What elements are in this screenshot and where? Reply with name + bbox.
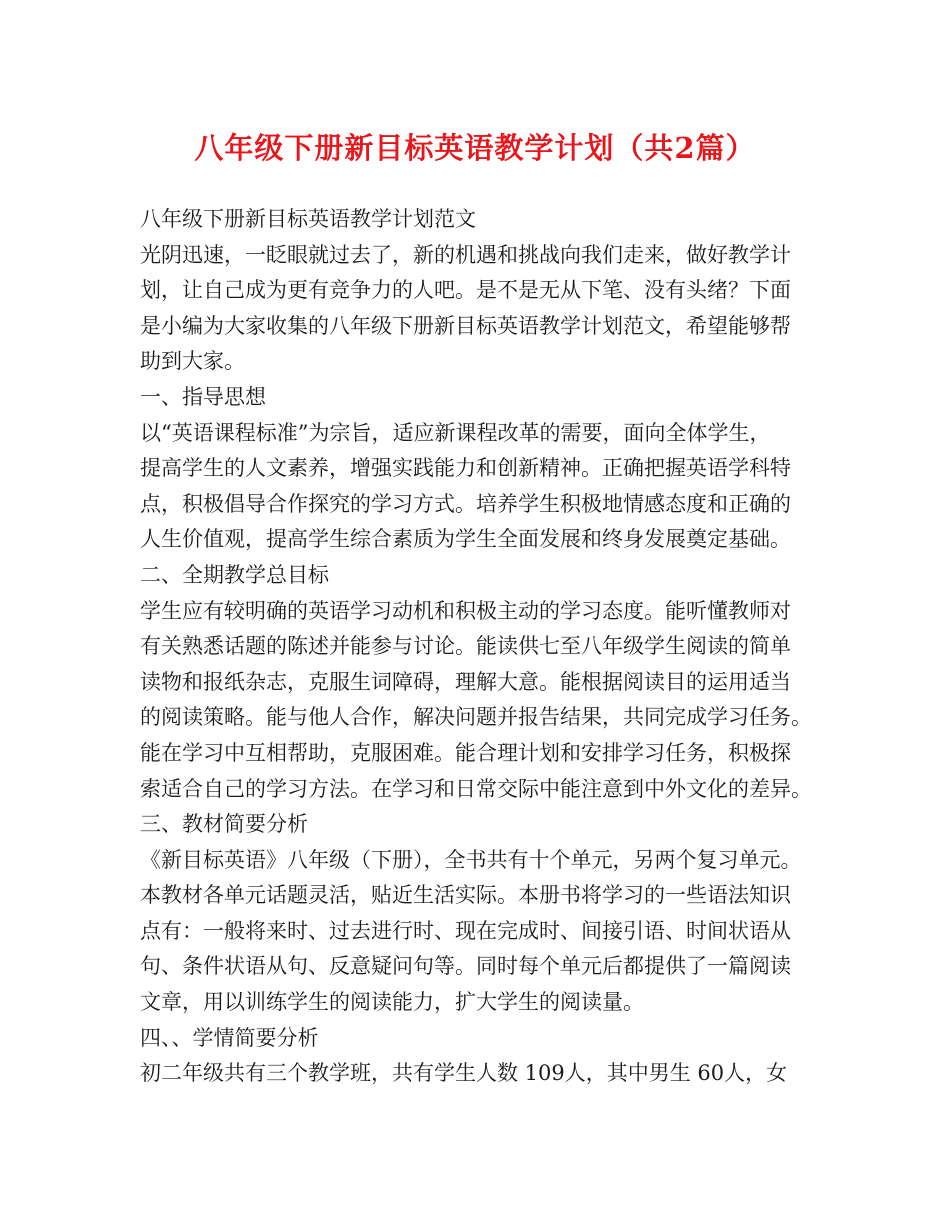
section-heading: 四、、学情简要分析 [140, 1025, 319, 1050]
document-body [140, 202, 820, 1092]
paragraph-line: 有关熟悉话题的陈述并能参与讨论。能读供七至八年级学生阅读的简单 [140, 634, 791, 659]
paragraph-line: 初二年级共有三个教学班，共有学生人数 109人，其中男生 60人，女 [140, 1061, 788, 1086]
paragraph-line: 助到大家。 [140, 349, 245, 374]
paragraph-line: 提高学生的人文素养，增强实践能力和创新精神。正确把握英语学科特 [140, 456, 791, 481]
paragraph-line: 读物和报纸杂志，克服生词障碍，理解大意。能根据阅读目的运用适当 [140, 669, 791, 694]
paragraph-line: 点，积极倡导合作探究的学习方式。培养学生积极地情感态度和正确的 [140, 491, 791, 516]
paragraph-line: 学生应有较明确的英语学习动机和积极主动的学习态度。能听懂教师对 [140, 598, 791, 623]
paragraph-line: 句、条件状语从句、反意疑问句等。同时每个单元后都提供了一篇阅读 [140, 954, 791, 979]
paragraph-line: 本教材各单元话题灵活，贴近生活实际。本册书将学习的一些语法知识 [140, 883, 791, 908]
subtitle-line: 八年级下册新目标英语教学计划范文 [140, 207, 476, 231]
paragraph-line: 以“英语课程标准”为宗旨，适应新课程改革的需要，面向全体学生， [140, 420, 771, 445]
paragraph-line: 的阅读策略。能与他人合作，解决问题并报告结果，共同完成学习任务。 [140, 705, 812, 730]
paragraph-line: 是小编为大家收集的八年级下册新目标英语教学计划范文，希望能够帮 [140, 313, 791, 338]
section-heading: 二、全期教学总目标 [140, 562, 329, 587]
paragraph-line: 能在学习中互相帮助，克服困难。能合理计划和安排学习任务，积极探 [140, 740, 791, 765]
section-heading: 三、教材简要分析 [140, 812, 308, 837]
paragraph-line: 点有：一般将来时、过去进行时、现在完成时、间接引语、时间状语从 [140, 918, 791, 943]
paragraph-line: 文章，用以训练学生的阅读能力，扩大学生的阅读量。 [140, 990, 644, 1015]
paragraph-line: 光阴迅速，一眨眼就过去了，新的机遇和挑战向我们走来，做好教学计 [140, 242, 791, 267]
paragraph-line: 划，让自己成为更有竞争力的人吧。是不是无从下笔、没有头绪？下面 [140, 278, 791, 303]
document-title: 八年级下册新目标英语教学计划（共2篇） [194, 131, 756, 165]
paragraph-line: 人生价值观，提高学生综合素质为学生全面发展和终身发展奠定基础。 [140, 527, 791, 552]
paragraph-line: 《新目标英语》八年级（下册），全书共有十个单元，另两个复习单元。 [140, 847, 802, 872]
section-heading: 一、指导思想 [140, 384, 266, 409]
paragraph-line: 索适合自己的学习方法。在学习和日常交际中能注意到中外文化的差异。 [140, 776, 812, 801]
